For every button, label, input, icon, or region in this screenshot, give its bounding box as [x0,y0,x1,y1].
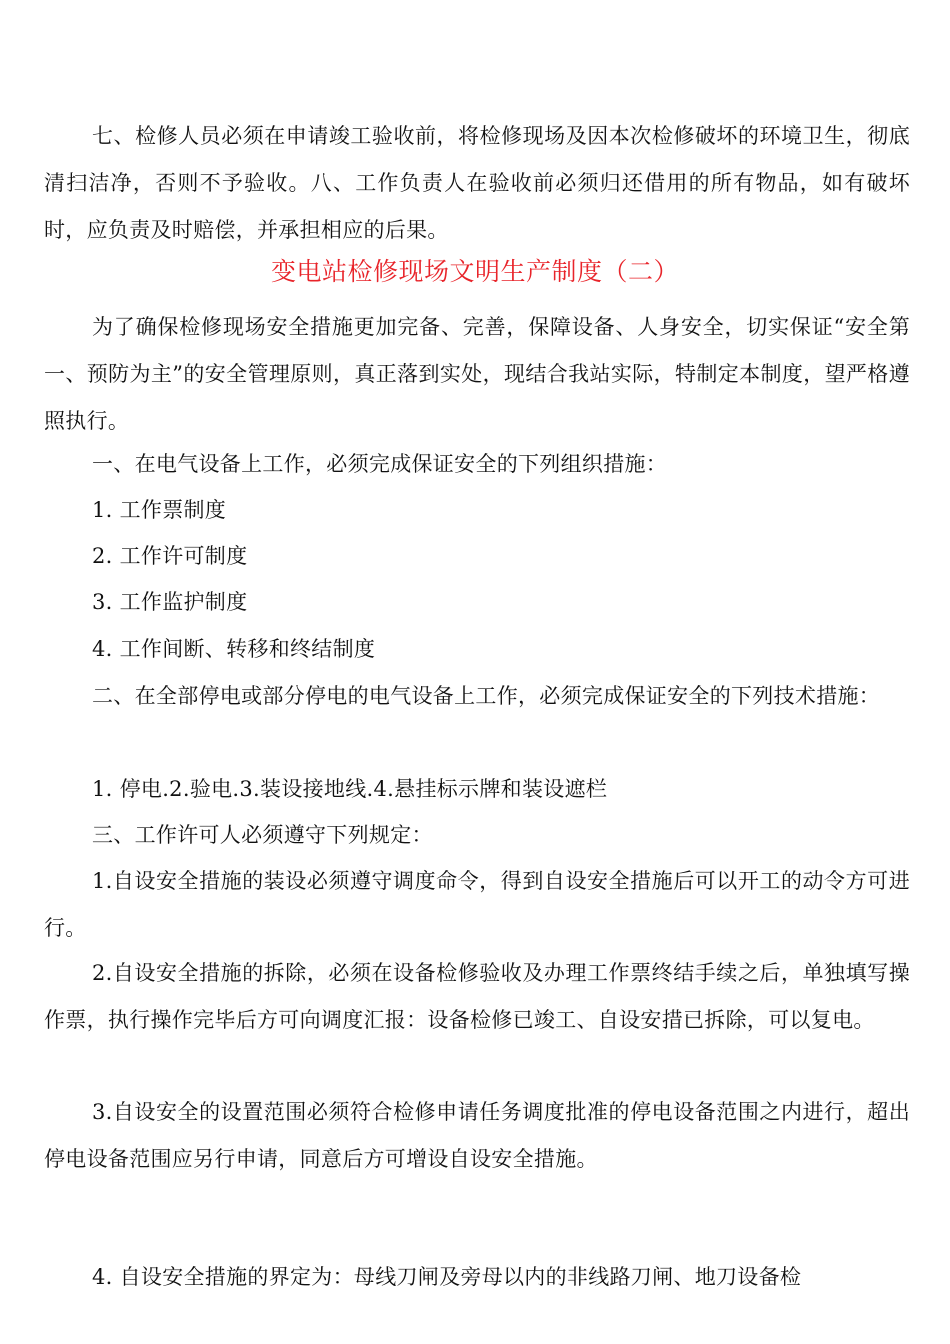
section-1-heading: 一、在电气设备上工作，必须完成保证安全的下列组织措施： [92,452,668,476]
intro-paragraph: 为了确保检修现场安全措施更加完备、完善，保障设备、人身安全，切实保证“安全第一、预防为主”的安全管理原则，真正落到实处，现结合我站实际，特制定本制度，望严格遵照执行。 [44,315,910,433]
section-3-item: 3.自设安全的设置范围必须符合检修申请任务调度批准的停电设备范围之内进行，超出停电设备范围应另行申请，同意后方可增设自设安全措施。 [44,1100,910,1171]
section-2-item: 1. 停电.2.验电.3.装设接地线.4.悬挂标示牌和装设遮栏 [92,777,608,801]
section-1-item: 4. 工作间断、转移和终结制度 [92,637,376,661]
section-3-item: 2.自设安全措施的拆除，必须在设备检修验收及办理工作票终结手续之后，单独填写操作票，执行操作完毕后方可向调度汇报：设备检修已竣工、自设安措已拆除，可以复电。 [44,961,910,1032]
section-2-heading: 二、在全部停电或部分停电的电气设备上工作，必须完成保证安全的下列技术措施： [92,684,881,708]
section-1-item: 1. 工作票制度 [92,498,227,522]
section-3-heading: 三、工作许可人必须遵守下列规定： [92,823,433,847]
section-1-item: 2. 工作许可制度 [92,544,248,568]
paragraph-7-8: 七、检修人员必须在申请竣工验收前，将检修现场及因本次检修破坏的环境卫生，彻底清扫洁净，否则不予验收。八、工作负责人在验收前必须归还借用的所有物品，如有破坏时，应负责及时赔偿，并承担相应的后果。 [44,124,910,242]
section-1-item: 3. 工作监护制度 [92,590,248,614]
page-title: 变电站检修现场文明生产制度（二） [270,257,679,286]
section-3-item: 4. 自设安全措施的界定为：母线刀闸及旁母以内的非线路刀闸、地刀设备检 [92,1265,802,1289]
section-3-item: 1.自设安全措施的装设必须遵守调度命令，得到自设安全措施后可以开工的动令方可进行。 [44,869,910,940]
